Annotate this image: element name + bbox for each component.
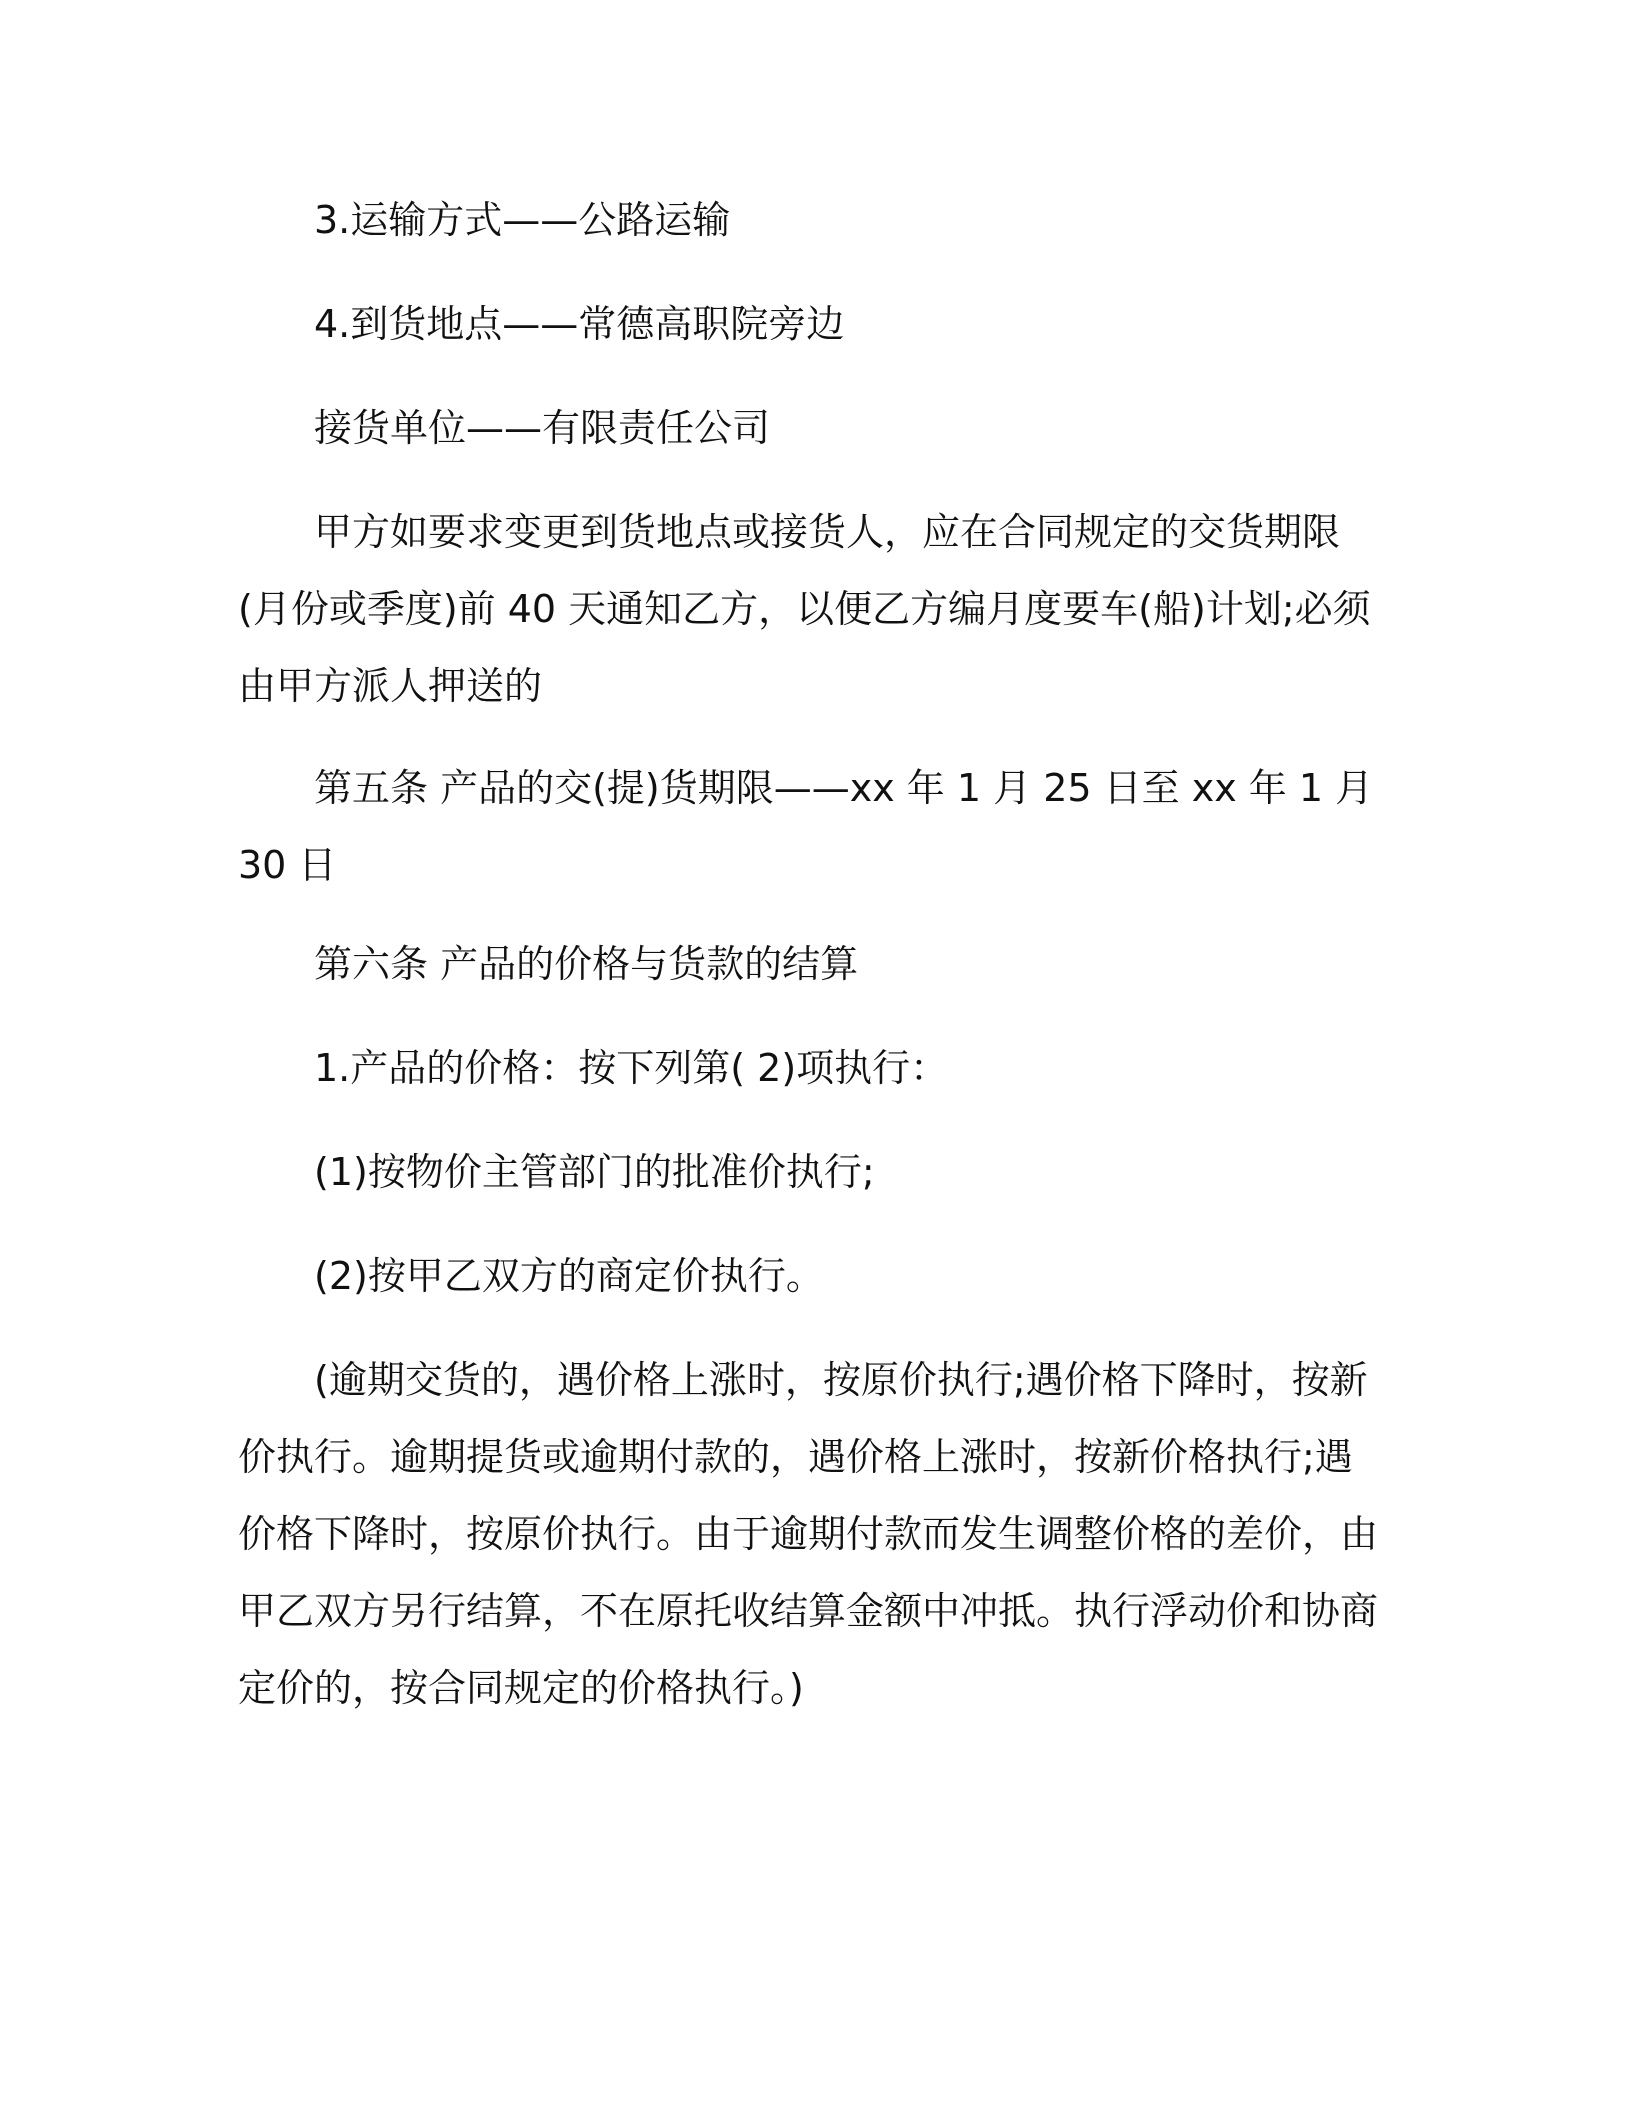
paragraph-price-item: 1.产品的价格：按下列第( 2)项执行： [314,1046,949,1090]
paragraph-change-notice: 甲方如要求变更到货地点或接货人，应在合同规定的交货期限(月份或季度)前 40 天通知乙方，以便乙方编月度要车(船)计划;必须由甲方派人押送的 [238,510,1371,708]
paragraph-article-six: 第六条 产品的价格与货款的结算 [314,942,859,986]
paragraph-transport-method: 3.运输方式——公路运输 [314,198,731,242]
paragraph-delivery-location: 4.到货地点——常德高职院旁边 [314,302,845,346]
paragraph-price-option-1: (1)按物价主管部门的批准价执行; [314,1150,875,1194]
paragraph-receiving-unit: 接货单位——有限责任公司 [314,406,771,450]
paragraph-price-option-2: (2)按甲乙双方的商定价执行。 [314,1254,824,1298]
paragraph-article-five: 第五条 产品的交(提)货期限——xx 年 1 月 25 日至 xx 年 1 月 30 日 [238,766,1386,887]
paragraph-price-adjustment-note: (逾期交货的，遇价格上涨时，按原价执行;遇价格下降时，按新价执行。逾期提货或逾期付款的，遇价格上涨时，按新价格执行;遇价格下降时，按原价执行。由于逾期付款而发生调整价格的差价，由甲乙双方另行结算，不在原托收结算金额中冲抵。执行浮动价和协商定价的，按合同规定的价格执行。) [238,1358,1379,1710]
